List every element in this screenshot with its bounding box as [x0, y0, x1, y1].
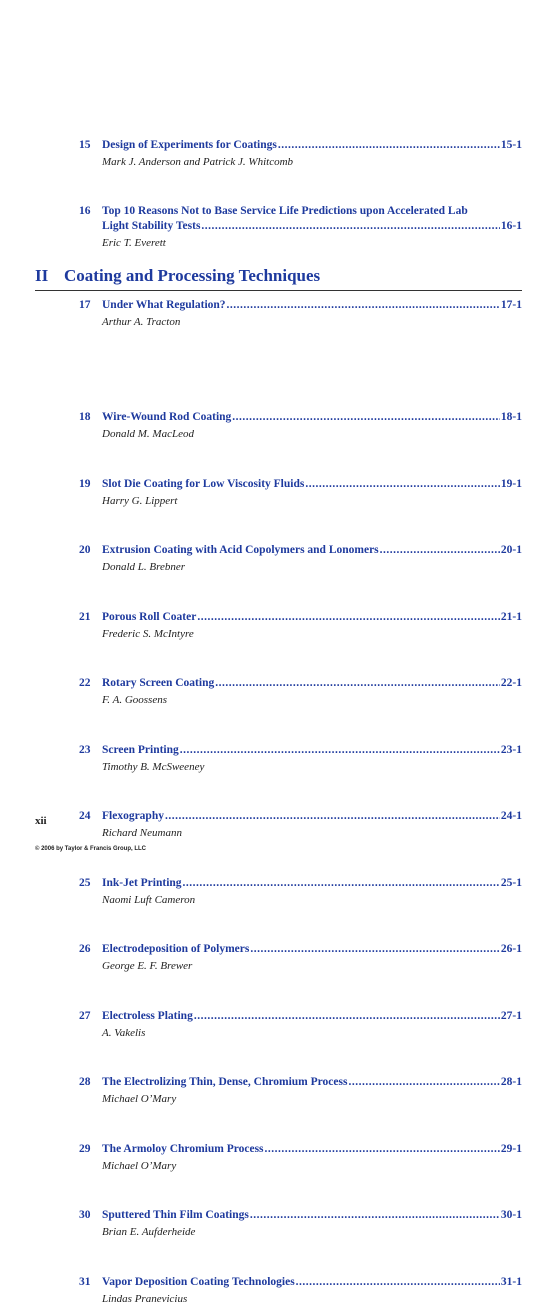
chapter-number: 29 — [79, 1142, 91, 1155]
chapter-title-line[interactable] — [102, 610, 522, 625]
chapter-title[interactable]: Flexography — [102, 810, 164, 822]
chapter-number: 25 — [79, 876, 91, 889]
chapter-page[interactable]: 21-1 — [500, 610, 522, 623]
toc-entry-23[interactable] — [79, 743, 522, 775]
chapter-author: Frederic S. McIntyre — [102, 627, 194, 640]
leader-dots — [380, 543, 500, 558]
chapter-title[interactable]: Light Stability Tests — [102, 220, 201, 232]
toc-entry-27[interactable] — [79, 1009, 522, 1041]
chapter-title-line[interactable] — [102, 543, 522, 558]
chapter-page[interactable]: 26-1 — [500, 943, 522, 955]
chapter-page[interactable]: 19-1 — [500, 477, 522, 490]
chapter-author: Michael O’Mary — [102, 1159, 177, 1172]
chapter-number: 16 — [79, 205, 91, 217]
leader-dots — [265, 1142, 500, 1157]
chapter-title-line[interactable] — [102, 477, 522, 492]
chapter-title[interactable]: Screen Printing — [102, 743, 179, 756]
chapter-title[interactable]: Electrodeposition of Polymers — [102, 943, 250, 955]
chapter-title[interactable]: The Armoloy Chromium Process — [102, 1142, 264, 1155]
leader-dots — [250, 942, 500, 957]
leader-dots — [250, 1208, 500, 1223]
leader-dots — [232, 410, 500, 425]
chapter-number: 26 — [79, 943, 91, 955]
chapter-page[interactable]: 31-1 — [500, 1275, 522, 1288]
chapter-page[interactable]: 28-1 — [500, 1076, 522, 1088]
chapter-title-line[interactable] — [102, 298, 522, 313]
chapter-page[interactable]: 30-1 — [500, 1209, 522, 1221]
toc-entry-28[interactable] — [79, 1075, 522, 1107]
chapter-author: Lindas Pranevicius — [102, 1292, 188, 1305]
chapter-number: 27 — [79, 1009, 91, 1022]
chapter-title[interactable]: Wire-Wound Rod Coating — [102, 411, 232, 423]
chapter-title-line[interactable] — [102, 219, 522, 234]
chapter-title-line1[interactable]: Top 10 Reasons Not to Base Service Life Predictions upon Accelerated Lab — [102, 205, 468, 217]
leader-dots — [194, 1009, 500, 1024]
leader-dots — [215, 676, 500, 691]
chapter-title[interactable]: Electroless Plating — [102, 1009, 193, 1022]
chapter-page[interactable]: 17-1 — [500, 299, 522, 311]
chapter-title[interactable]: Design of Experiments for Coatings — [102, 139, 277, 151]
chapter-title[interactable]: Rotary Screen Coating — [102, 677, 215, 689]
chapter-title-line[interactable] — [102, 1208, 522, 1223]
chapter-page[interactable]: 25-1 — [500, 876, 522, 889]
chapter-number: 22 — [79, 677, 91, 689]
chapter-title-line[interactable] — [102, 1275, 522, 1290]
chapter-title-line[interactable] — [102, 676, 522, 691]
chapter-author: Michael O’Mary — [102, 1093, 177, 1105]
toc-entry-24[interactable] — [79, 809, 522, 841]
toc-entry-31[interactable] — [79, 1275, 522, 1307]
chapter-number: 28 — [79, 1076, 91, 1088]
toc-entry-29[interactable] — [79, 1142, 522, 1174]
leader-dots — [183, 876, 500, 891]
chapter-number: 30 — [79, 1209, 91, 1221]
copyright-notice: © 2006 by Taylor & Francis Group, LLC — [35, 846, 147, 852]
chapter-author: Harry G. Lippert — [102, 494, 178, 507]
leader-dots — [165, 809, 500, 824]
leader-dots — [296, 1275, 500, 1290]
chapter-author: Naomi Luft Cameron — [102, 893, 196, 906]
chapter-number: 17 — [79, 299, 91, 311]
chapter-page[interactable]: 15-1 — [500, 139, 522, 151]
toc-entry-30[interactable] — [79, 1208, 522, 1240]
chapter-number: 20 — [79, 544, 91, 556]
chapter-page[interactable]: 27-1 — [500, 1009, 522, 1022]
chapter-page[interactable]: 20-1 — [500, 544, 522, 556]
chapter-number: 15 — [79, 139, 91, 151]
part-heading — [35, 264, 522, 291]
leader-dots — [227, 298, 500, 313]
chapter-page[interactable]: 23-1 — [500, 743, 522, 756]
chapter-title[interactable]: Porous Roll Coater — [102, 610, 197, 623]
chapter-title[interactable]: Ink-Jet Printing — [102, 876, 182, 889]
chapter-title-line[interactable] — [102, 1009, 522, 1024]
chapter-author: Timothy B. McSweeney — [102, 760, 205, 773]
toc-entry-15[interactable] — [79, 138, 522, 170]
chapter-page[interactable]: 29-1 — [500, 1142, 522, 1155]
chapter-title-line[interactable] — [102, 743, 522, 758]
chapter-page[interactable]: 16-1 — [500, 220, 522, 232]
chapter-page[interactable]: 22-1 — [500, 677, 522, 689]
chapter-author: Eric T. Everett — [102, 237, 166, 249]
leader-dots — [305, 477, 500, 492]
toc-entry-25[interactable] — [79, 876, 522, 908]
toc-entry-16[interactable] — [79, 204, 522, 251]
toc-entry-21[interactable] — [79, 610, 522, 642]
leader-dots — [197, 610, 500, 625]
toc-entry-19[interactable] — [79, 477, 522, 509]
part-title: Coating and Processing Techniques — [64, 266, 321, 285]
chapter-author: George E. F. Brewer — [102, 960, 193, 972]
toc-entry-22[interactable] — [79, 676, 522, 708]
toc-entry-18[interactable] — [79, 410, 522, 442]
toc-entry-26[interactable] — [79, 942, 522, 974]
leader-dots — [278, 138, 500, 153]
chapter-number: 21 — [79, 610, 91, 623]
chapter-author: Mark J. Anderson and Patrick J. Whitcomb — [102, 156, 294, 168]
leader-dots — [180, 743, 500, 758]
chapter-author: Arthur A. Tracton — [102, 316, 181, 328]
toc-entry-20[interactable] — [79, 543, 522, 575]
chapter-title-line[interactable] — [102, 138, 522, 153]
chapter-author: Donald M. MacLeod — [102, 428, 194, 440]
chapter-number: 24 — [79, 810, 91, 822]
chapter-title[interactable]: Vapor Deposition Coating Technologies — [102, 1275, 295, 1288]
chapter-number: 19 — [79, 477, 91, 490]
chapter-title[interactable]: The Electrolizing Thin, Dense, Chromium Process — [102, 1076, 348, 1088]
chapter-author: A. Vakelis — [102, 1026, 146, 1039]
chapter-title-line[interactable] — [102, 1075, 522, 1090]
part-number: II — [35, 266, 49, 285]
chapter-page[interactable]: 24-1 — [500, 810, 522, 822]
chapter-title-line[interactable] — [102, 809, 522, 824]
chapter-author: Donald L. Brebner — [102, 561, 186, 573]
chapter-title-line[interactable] — [102, 876, 522, 891]
page-folio: xii — [35, 815, 47, 827]
chapter-page[interactable]: 18-1 — [500, 411, 522, 423]
chapter-title-line[interactable] — [102, 410, 522, 425]
chapter-title-line[interactable] — [102, 942, 522, 957]
chapter-author: Richard Neumann — [102, 827, 182, 839]
chapter-author: Brian E. Aufderheide — [102, 1226, 196, 1238]
chapter-number: 18 — [79, 411, 91, 423]
chapter-number: 23 — [79, 743, 91, 756]
leader-dots — [348, 1075, 499, 1090]
chapter-title[interactable]: Sputtered Thin Film Coatings — [102, 1209, 249, 1221]
chapter-title[interactable]: Slot Die Coating for Low Viscosity Fluids — [102, 477, 305, 490]
chapter-number: 31 — [79, 1275, 91, 1288]
chapter-author: F. A. Goossens — [102, 694, 167, 706]
chapter-title[interactable]: Extrusion Coating with Acid Copolymers and Lonomers — [102, 544, 379, 556]
chapter-title[interactable]: Under What Regulation? — [102, 299, 226, 311]
toc-entry-17[interactable] — [79, 298, 522, 330]
chapter-title-line[interactable] — [102, 1142, 522, 1157]
leader-dots — [201, 219, 499, 234]
